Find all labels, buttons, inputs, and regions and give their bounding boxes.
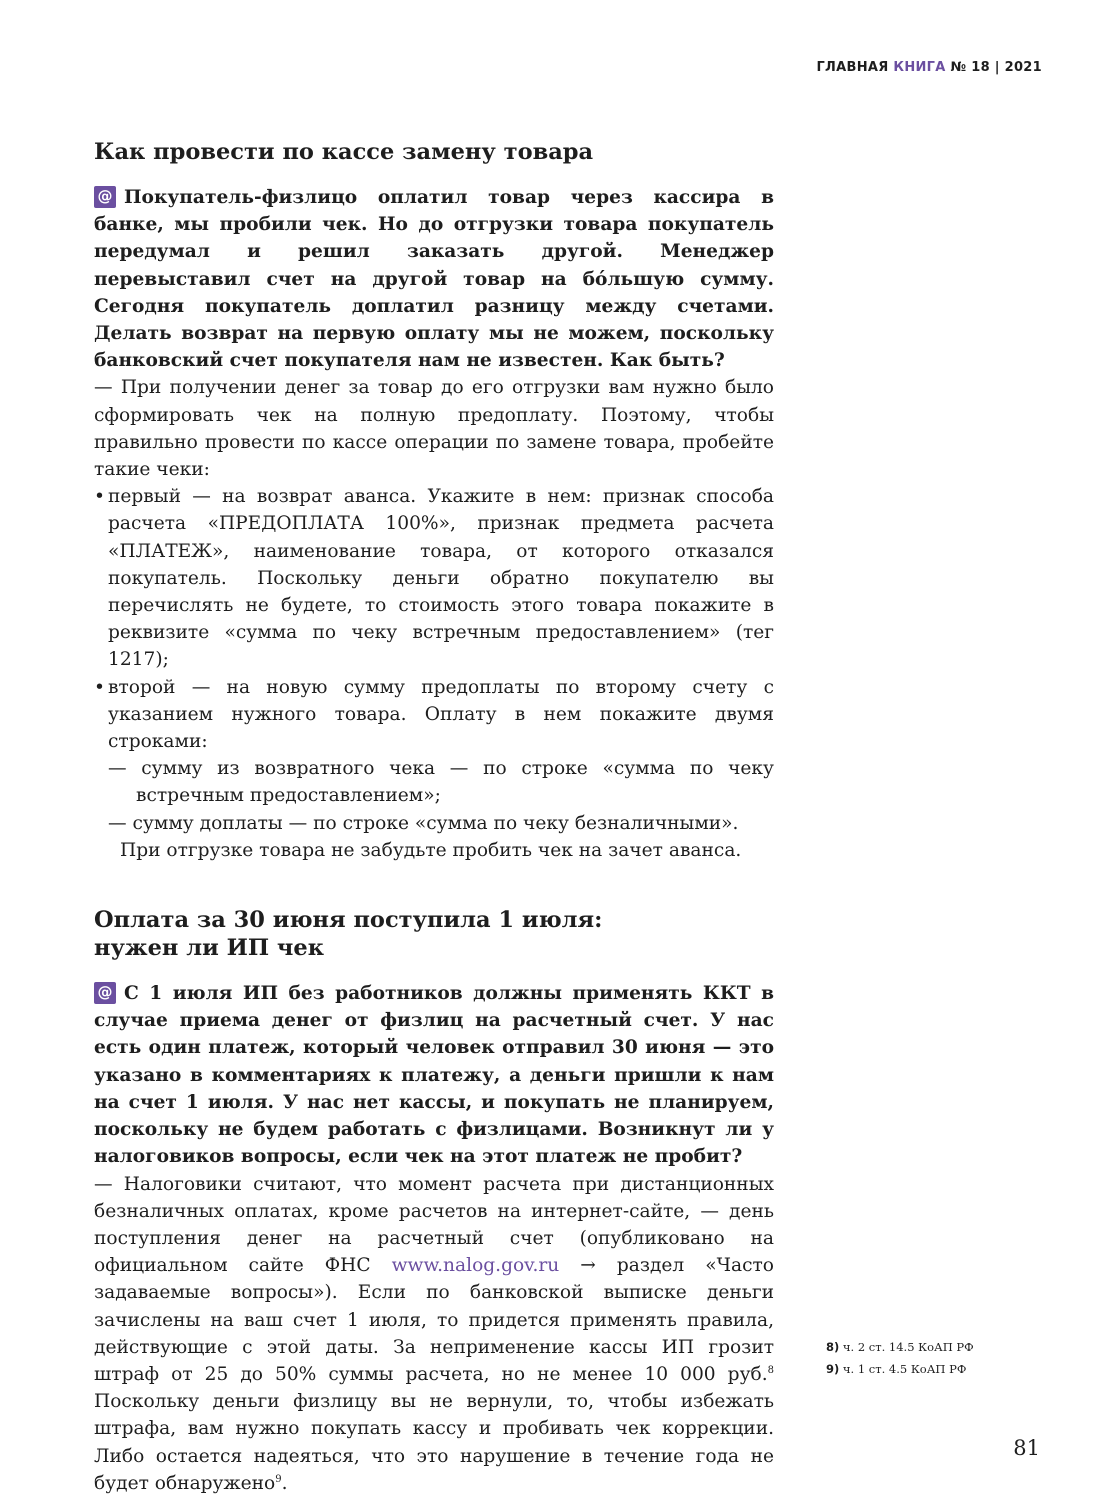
article1-bullet-2: • второй — на новую сумму предоплаты по второму счету с указанием нужного товара. Оплату в нем покажите двумя строками: xyxy=(94,674,774,756)
footnote-text: ч. 2 ст. 14.5 КоАП РФ xyxy=(842,1340,974,1354)
footnotes xyxy=(826,1336,974,1380)
article1-question xyxy=(94,184,774,374)
footnote-number: 9) xyxy=(826,1362,840,1376)
article2-answer xyxy=(94,1171,774,1497)
nalog-link[interactable]: www.nalog.gov.ru xyxy=(391,1255,560,1277)
question-at-icon: @ xyxy=(94,186,116,208)
article1-question-text: Покупатель-физлицо оплатил товар через кассира в банке, мы пробили чек. Но до отгрузки товара покупатель передумал и решил заказать другой. Менеджер перевыставил счет на другой товар на бóльшую сумму. Сегодня покупатель доплатил разницу между счетами. Делать возврат на первую оплату мы не можем, поскольку банковский счет покупателя нам не известен. Как быть? xyxy=(94,187,774,372)
footnote-number: 8) xyxy=(826,1340,840,1354)
article2-title-line1: Оплата за 30 июня поступила 1 июля: xyxy=(94,907,603,934)
issue-number: № 18 | 2021 xyxy=(950,60,1042,75)
question-at-icon: @ xyxy=(94,982,116,1004)
footnote-text: ч. 1 ст. 4.5 КоАП РФ xyxy=(842,1362,967,1376)
article2-title xyxy=(94,906,774,962)
article1-answer-intro: — При получении денег за товар до его отгрузки вам нужно было сформировать чек на полную предоплату. Поэтому, чтобы правильно провести по кассе операции по замене товара, пробейте такие чеки: xyxy=(94,377,774,481)
footnote-9 xyxy=(826,1358,974,1380)
arrow-icon: → xyxy=(580,1255,596,1277)
brand-name: ГЛАВНАЯ xyxy=(816,60,889,75)
page-number: 81 xyxy=(1013,1436,1040,1460)
footnote-8 xyxy=(826,1336,974,1358)
article1-title: Как провести по кассе замену товара xyxy=(94,139,594,165)
footnote-ref-8[interactable]: 8 xyxy=(767,1364,774,1376)
article1-bullet-1: • первый — на возврат аванса. Укажите в нем: признак способа расчета «ПРЕДОПЛАТА 100%», признак предмета расчета «ПЛАТЕЖ», наименование товара, от которого отказался покупатель. Поскольку деньги обратно покупателю вы перечислять не будете, то стоимость этого товара покажите в реквизите «сумма по чеку встречным предоставлением» (тег 1217); xyxy=(94,483,774,673)
article1-closing: При отгрузке товара не забудьте пробить чек на зачет аванса. xyxy=(120,839,742,861)
answer-text-1: — Налоговики считают, что момент расчета при дистанционных безналичных оплатах, кроме расчетов на интернет-сайте, — день поступления денег на расчетный счет (опубликовано на официальном сайте ФНС xyxy=(94,1173,774,1277)
answer-text-2: раздел «Часто задаваемые вопросы»). Если по банковской выписке деньги зачислены на ваш счет 1 июля, то придется применять правила, действующие с этой даты. За неприменение кассы ИП грозит штраф от 25 до 50% суммы расчета, но не менее 10 000 руб. xyxy=(94,1255,774,1385)
article1-dash-1: — сумму из возвратного чека — по строке «сумма по чеку встречным предоставлением»; xyxy=(108,758,774,807)
article2-title-line2: нужен ли ИП чек xyxy=(94,935,324,962)
footnote-ref-9[interactable]: 9 xyxy=(275,1473,282,1485)
answer-text-3: Поскольку деньги физлицу вы не вернули, то, чтобы избежать штрафа, вам нужно покупать кассу и пробивать чек коррекции. Либо остается надеяться, что это нарушение в течение года не будет обнаружено xyxy=(94,1391,774,1494)
masthead xyxy=(816,60,1042,75)
article2 xyxy=(94,906,774,1497)
article1-dash-2: — сумму доплаты — по строке «сумма по чеку безналичными». xyxy=(108,812,739,834)
brand-accent: КНИГА xyxy=(893,60,946,75)
article-column xyxy=(94,138,774,1497)
article2-question xyxy=(94,980,774,1170)
answer-end: . xyxy=(281,1472,288,1494)
article2-question-text: С 1 июля ИП без работников должны применять ККТ в случае приема денег от физлиц на расчетный счет. У нас есть один платеж, который человек отправил 30 июня — это указано в комментариях к платежу, а деньги пришли к нам на счет 1 июля. У нас нет кассы, и покупать не планируем, поскольку не будем работать с физлицами. Возникнут ли у налоговиков вопросы, если чек на этот платеж не пробит? xyxy=(94,983,774,1168)
